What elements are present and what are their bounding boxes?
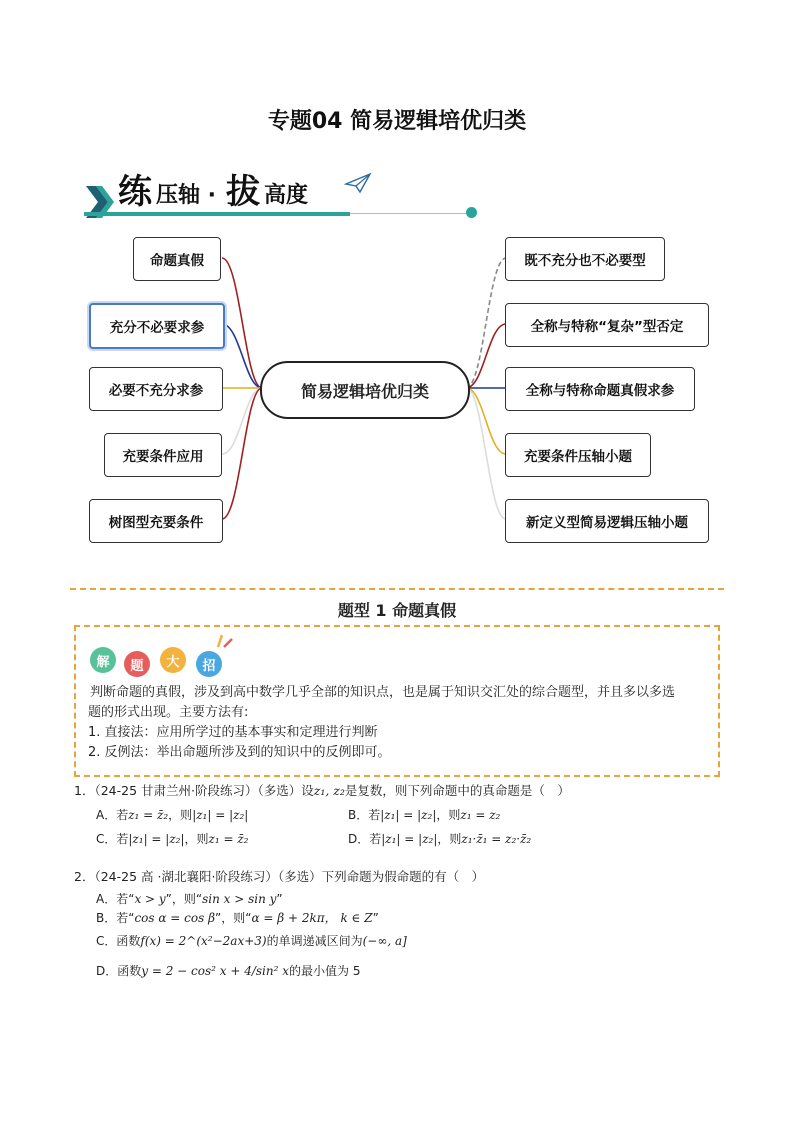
method-intro-1: 判断命题的真假，涉及到高中数学几乎全部的知识点，也是属于知识交汇处的综合题型，并且多以多选	[90, 685, 676, 700]
sparkle-icon	[214, 631, 236, 649]
method-1: 1. 直接法：应用所学过的基本事实和定理进行判断	[88, 725, 378, 740]
banner-text-2: 高度	[264, 183, 309, 208]
mindmap-node-left-3[interactable]: 必要不充分求参	[89, 367, 223, 411]
mindmap-node-right-3[interactable]: 全称与特称命题真假求参	[505, 367, 695, 411]
q2-option-b[interactable]: B．若“cos α = cos β”，则“α = β + 2kπ， k ∈ Z”	[96, 911, 379, 925]
q1-option-b[interactable]: B．若|z₁| = |z₂|，则z₁ = z₂	[348, 808, 501, 822]
q1-option-c[interactable]: C．若|z₁| = |z₂|，则z₁ = z̄₂	[96, 832, 249, 846]
mindmap-node-left-1[interactable]: 命题真假	[133, 237, 221, 281]
tip-badges	[86, 631, 246, 679]
q2-option-d[interactable]: D．函数y = 2 − cos² x + 4/sin² x的最小值为 5	[96, 964, 361, 978]
q2-option-c[interactable]: C．函数f(x) = 2^(x²−2ax+3)的单调递减区间为(−∞, a]	[96, 934, 407, 948]
banner-text-1: 压轴 ·	[156, 183, 217, 208]
method-intro-2: 题的形式出现。主要方法有:	[88, 705, 249, 720]
mindmap-node-right-2[interactable]: 全称与特称“复杂”型否定	[505, 303, 709, 347]
page-title: 专题04 简易逻辑培优归类	[267, 109, 527, 134]
q1-stem-suffix: 是复数，则下列命题中的真命题是（ ）	[344, 783, 570, 798]
mindmap-node-left-4[interactable]: 充要条件应用	[104, 433, 222, 477]
mindmap-node-right-1[interactable]: 既不充分也不必要型	[505, 237, 665, 281]
mindmap-node-left-5[interactable]: 树图型充要条件	[89, 499, 223, 543]
badge-3: 大	[160, 647, 186, 673]
section-divider	[70, 588, 724, 590]
q1-option-a[interactable]: A．若z₁ = z̄₂，则|z₁| = |z₂|	[96, 808, 249, 822]
q1-stem-math: z₁, z₂	[313, 783, 345, 798]
badge-4: 招	[196, 651, 222, 677]
mindmap-center[interactable]: 简易逻辑培优归类	[260, 361, 470, 419]
q2-option-a[interactable]: A．若“x > y”，则“sin x > sin y”	[96, 892, 283, 906]
badge-2: 题	[124, 651, 150, 677]
q1-stem-prefix: 1．（24-25 甘肃兰州·阶段练习）（多选）设	[74, 783, 314, 798]
method-box	[74, 625, 720, 777]
mindmap-node-left-2[interactable]: 充分不必要求参	[89, 303, 225, 349]
q1-option-d[interactable]: D．若|z₁| = |z₂|，则z₁·z̄₁ = z₂·z̄₂	[348, 832, 532, 846]
mindmap-node-right-4[interactable]: 充要条件压轴小题	[505, 433, 651, 477]
question-2: 2．（24-25 高 ·湖北襄阳·阶段练习）（多选）下列命题为假命题的有（ ）	[74, 869, 485, 884]
banner-char-1: 练	[118, 172, 152, 212]
banner-char-2: 拔	[226, 172, 261, 212]
badge-1: 解	[90, 647, 116, 673]
question-1	[74, 782, 734, 800]
method-2: 2. 反例法：举出命题所涉及到的知识中的反例即可。	[88, 745, 391, 760]
section-title: 题型 1 命题真假	[337, 601, 457, 620]
mindmap-node-right-5[interactable]: 新定义型简易逻辑压轴小题	[505, 499, 709, 543]
